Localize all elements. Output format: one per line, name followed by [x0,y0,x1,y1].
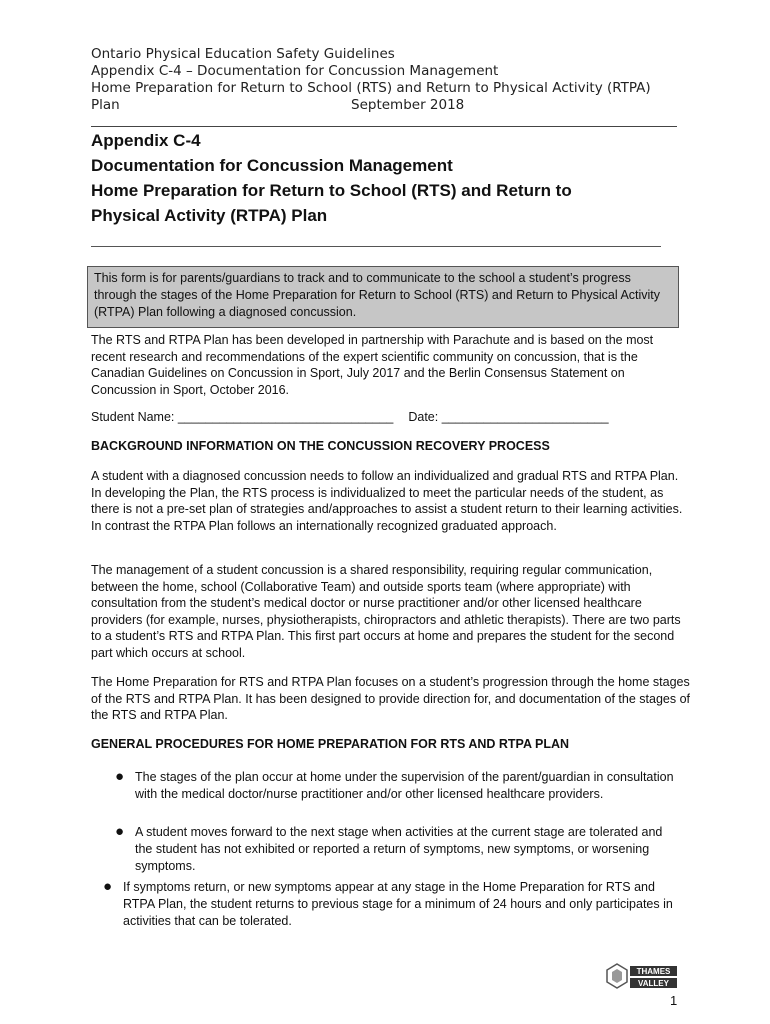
thames-valley-logo [603,962,679,992]
header-date: September 2018 [351,97,465,113]
document-title [91,128,691,228]
background-paragraph-2: The management of a student concussion is a shared responsibility, requiring regular communication, between the home, school (Collaborative Team) and outside sports team (where appropriate) with consultation from the student’s medical doctor or nurse practitioner and/or other licensed healthcare providers (for example, nurses, physiotherapists, chiropractors and athletic therapists). There are two parts to a student’s RTS and RTPA Plan. This first part occurs at home and prepares the student for the second part which occurs at school. [91,563,681,660]
logo-word-2: VALLEY [638,979,669,988]
list-item-text: If symptoms return, or new symptoms appear at any stage in the Home Preparation for RTS and RTPA Plan, the student returns to previous stage for a minimum of 24 hours and only participates in activities that can be tolerated. [123,880,673,928]
bullet-icon: ● [115,768,125,785]
title-line-3: Home Preparation for Return to School (RTS) and Return to [91,181,572,200]
notice-box: This form is for parents/guardians to track and to communicate to the school a student’s progress through the stages of the Home Preparation for Return to School (RTS) and Return to Physical Activity (RTPA) Plan following a diagnosed concussion. [87,266,679,328]
list-item-text: The stages of the plan occur at home under the supervision of the parent/guardian in consultation with the medical doctor/nurse practitioner and/or other licensed healthcare providers. [135,770,674,801]
title-line-2: Documentation for Concussion Management [91,156,453,175]
title-line-1: Appendix C-4 [91,131,201,150]
logo-word-1: THAMES [636,967,671,976]
background-heading: BACKGROUND INFORMATION ON THE CONCUSSION RECOVERY PROCESS [91,439,550,453]
logo-graphic [603,962,679,992]
title-divider [91,246,661,247]
student-info-fields [91,409,691,426]
bullet-icon: ● [103,878,113,895]
header-divider [91,126,677,127]
bullet-icon: ● [115,823,125,840]
list-item-text: A student moves forward to the next stage when activities at the current stage are tolerated and the student has not exhibited or reported a return of symptoms, new symptoms, or worsening symptoms. [135,825,663,873]
header-line-3: Home Preparation for Return to School (RTS) and Return to Physical Activity (RTPA) [91,80,651,96]
procedures-heading: GENERAL PROCEDURES FOR HOME PREPARATION FOR RTS AND RTPA PLAN [91,737,570,751]
list-item [115,768,675,803]
list-item [115,823,675,875]
header-line-4 [91,97,651,114]
background-paragraph-1: A student with a diagnosed concussion needs to follow an individualized and gradual RTS and RTPA Plan. In developing the Plan, the RTS process is individualized to meet the particular needs of the student, as there is not a pre-set plan of strategies and/approaches to assist a student return to their learning activities. In contrast the RTPA Plan follows an internationally recognized graduated approach. [91,469,683,533]
header-line-1: Ontario Physical Education Safety Guidelines [91,46,395,62]
date-field[interactable]: Date: ________________________ [408,410,609,424]
title-line-4: Physical Activity (RTPA) Plan [91,206,328,225]
header-line-2: Appendix C-4 – Documentation for Concussion Management [91,63,499,79]
intro-paragraph: The RTS and RTPA Plan has been developed in partnership with Parachute and is based on the most recent research and recommendations of the expert scientific community on concussion, that is the Canadian Guidelines on Concussion in Sport, July 2017 and the Berlin Consensus Statement on Concussion in Sport, October 2016. [91,333,654,397]
student-name-field[interactable]: Student Name: _______________________________ [91,410,394,424]
header-plan-word: Plan [91,97,120,113]
running-header [91,46,651,114]
background-paragraph-3: The Home Preparation for RTS and RTPA Plan focuses on a student’s progression through the home stages of the RTS and RTPA Plan. It has been designed to provide direction for, and documentation of the stages of the RTS and RTPA Plan. [91,675,690,722]
list-item [103,878,678,930]
page-number: 1 [670,993,678,1008]
